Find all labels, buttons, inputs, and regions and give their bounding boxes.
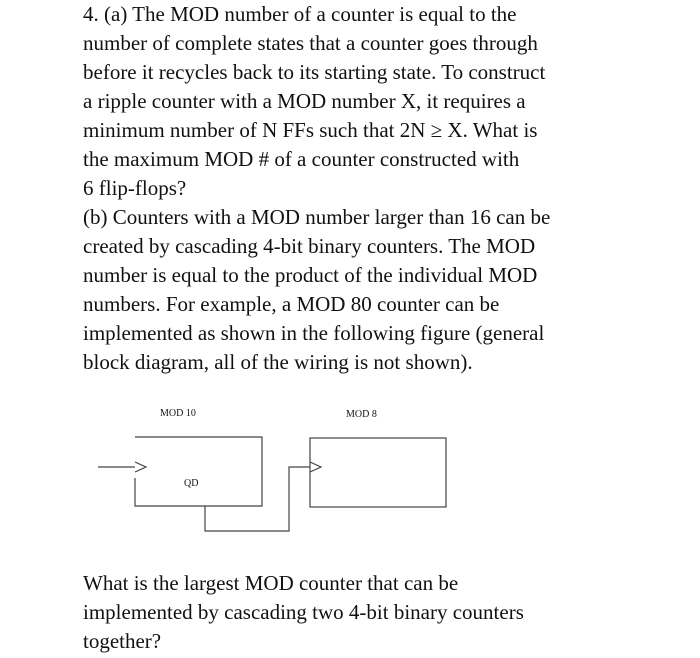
final-question-line: implemented by cascading two 4-bit binary counters — [83, 600, 524, 624]
part-b-line: block diagram, all of the wiring is not shown). — [83, 350, 473, 374]
qd-connecting-wire — [205, 467, 310, 531]
mod-10-label: MOD 10 — [160, 408, 196, 419]
part-a-line: 4. (a) The MOD number of a counter is equal to the — [83, 2, 517, 26]
first-counter-block — [135, 437, 262, 506]
part-a-line: the maximum MOD # of a counter constructed with — [83, 147, 520, 171]
part-b-line: implemented as shown in the following figure (general — [83, 321, 545, 345]
first-clock-triangle — [135, 462, 146, 472]
part-b-line: number is equal to the product of the individual MOD — [83, 263, 538, 287]
second-counter-block — [310, 438, 446, 507]
part-a-line: before it recycles back to its starting state. To construct — [83, 60, 546, 84]
part-a-line: 6 flip-flops? — [83, 176, 187, 200]
part-b-line: numbers. For example, a MOD 80 counter can be — [83, 292, 500, 316]
part-a-line: minimum number of N FFs such that 2N ≥ X. What is — [83, 118, 538, 142]
qd-output-label: QD — [184, 478, 199, 489]
part-b-line: (b) Counters with a MOD number larger than 16 can be — [83, 205, 551, 229]
part-a-line: number of complete states that a counter goes through — [83, 31, 538, 55]
part-b-line: created by cascading 4-bit binary counters. The MOD — [83, 234, 536, 258]
second-clock-triangle — [310, 462, 321, 472]
part-a-line: a ripple counter with a MOD number X, it requires a — [83, 89, 526, 113]
final-question-line: What is the largest MOD counter that can be — [83, 571, 459, 595]
final-question-line: together? — [83, 629, 162, 653]
mod-8-label: MOD 8 — [346, 409, 377, 420]
